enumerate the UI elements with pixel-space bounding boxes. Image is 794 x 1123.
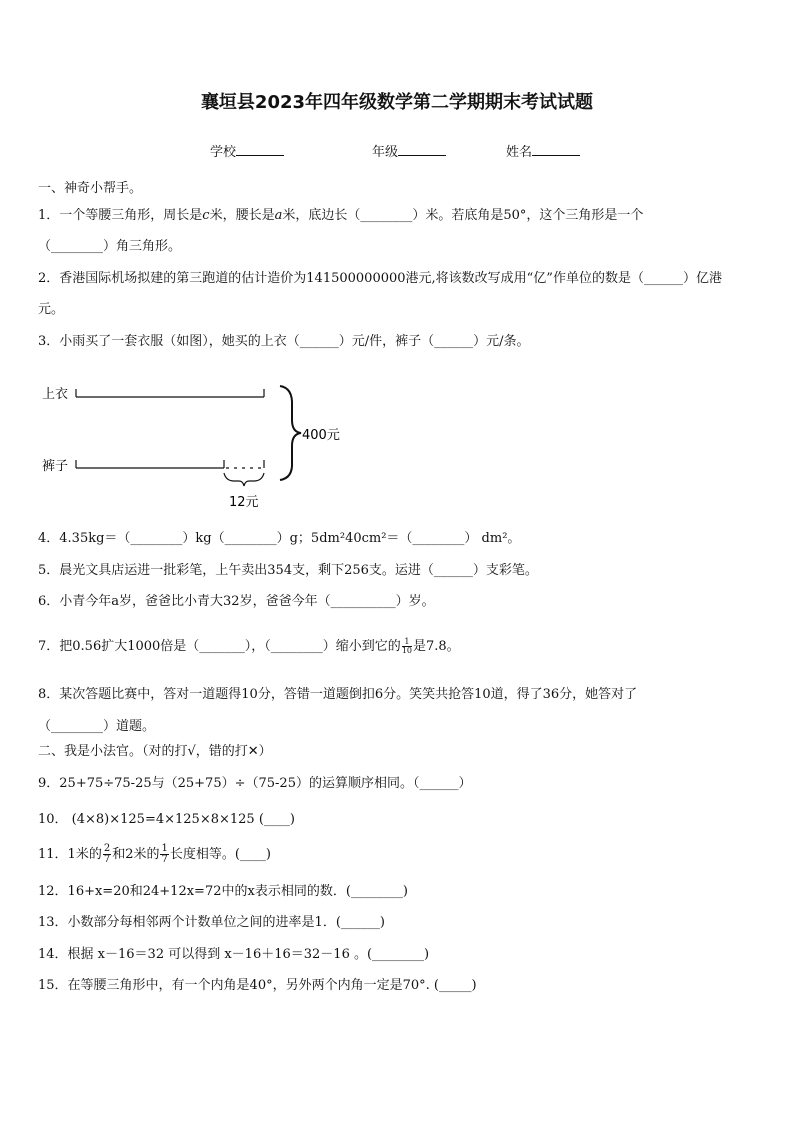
school-label: 学校 — [210, 145, 237, 160]
bottom-segment-label: 裤子 — [42, 459, 69, 474]
school-field — [210, 141, 284, 160]
name-field — [506, 141, 580, 160]
fraction-two-sevenths: $\frac{2}{7}$ — [103, 843, 111, 865]
question-1-line-1: 1．一个等腰三角形，周长是c米，腰长是a米，底边长（________）米。若底角是50°，这个三角形是一个 — [38, 208, 644, 223]
question-15: 15．在等腰三角形中，有一个内角是40°，另外两个内角一定是70°. (_____) — [38, 978, 477, 993]
grade-label: 年级 — [372, 145, 399, 160]
question-5: 5．晨光文具店运进一批彩笔，上午卖出354支，剩下256支。运进（______）支彩笔。 — [38, 563, 538, 578]
section-2-title: 二、我是小法官。（对的打√，错的打✕） — [38, 744, 272, 759]
difference-label: 12元 — [229, 495, 259, 510]
fraction-one-seventh: $\frac{1}{7}$ — [161, 843, 168, 865]
school-blank[interactable] — [236, 143, 284, 156]
difference-brace — [224, 473, 264, 486]
top-segment-label: 上衣 — [42, 387, 69, 402]
question-2-line-1: 2．香港国际机场拟建的第三跑道的估计造价为141500000000港元,将该数改写成用“亿”作单位的数是（______）亿港 — [38, 271, 722, 286]
question-13: 13．小数部分每相邻两个计数单位之间的进率是1．(______) — [38, 915, 385, 930]
section-1-title: 一、神奇小帮手。 — [38, 181, 143, 196]
fraction-one-tenth: $\frac{1}{10}$ — [401, 637, 412, 655]
line-segment-diagram — [30, 378, 370, 518]
question-12: 12．16+x=20和24+12x=72中的x表示相同的数．(________) — [38, 884, 408, 899]
question-6: 6．小青今年a岁，爸爸比小青大32岁，爸爸今年（__________）岁。 — [38, 594, 435, 609]
question-8-line-2: （________）道题。 — [38, 719, 156, 734]
question-2-line-2: 元。 — [38, 302, 65, 317]
name-label: 姓名 — [506, 145, 533, 160]
question-11: 11．1米的 $\frac{2}{7}$ 和2米的 $\frac{1}{7}$ 长度相等。(____) — [38, 843, 272, 865]
question-9: 9．25+75÷75-25与（25+75）÷（75-25）的运算顺序相同。（______） — [38, 776, 472, 791]
question-4: 4．4.35kg＝（________）kg（________）g；5dm²40cm²＝（________） dm²。 — [38, 531, 521, 546]
question-10: 10． (4×8)×125=4×125×8×125 (____) — [38, 812, 295, 827]
grade-field — [372, 141, 446, 160]
question-1-line-2: （________）角三角形。 — [38, 239, 182, 254]
total-brace — [280, 386, 301, 480]
total-label: 400元 — [302, 428, 340, 443]
question-7: 7．把0.56扩大1000倍是（_______），（________）缩小到它的 $\frac{1}{10}$ 是7.8。 — [38, 637, 460, 655]
question-14: 14．根据 x－16＝32 可以得到 x－16＋16＝32－16 。(________) — [38, 947, 430, 962]
name-blank[interactable] — [532, 143, 580, 156]
grade-blank[interactable] — [398, 143, 446, 156]
question-3: 3．小雨买了一套衣服（如图），她买的上衣（______）元/件，裤子（______）元/条。 — [38, 334, 530, 349]
page-title: 襄垣县2023年四年级数学第二学期期末考试试题 — [200, 92, 594, 113]
question-8-line-1: 8．某次答题比赛中，答对一道题得10分，答错一道题倒扣6分。笑笑共抢答10道，得了36分，她答对了 — [38, 687, 638, 702]
